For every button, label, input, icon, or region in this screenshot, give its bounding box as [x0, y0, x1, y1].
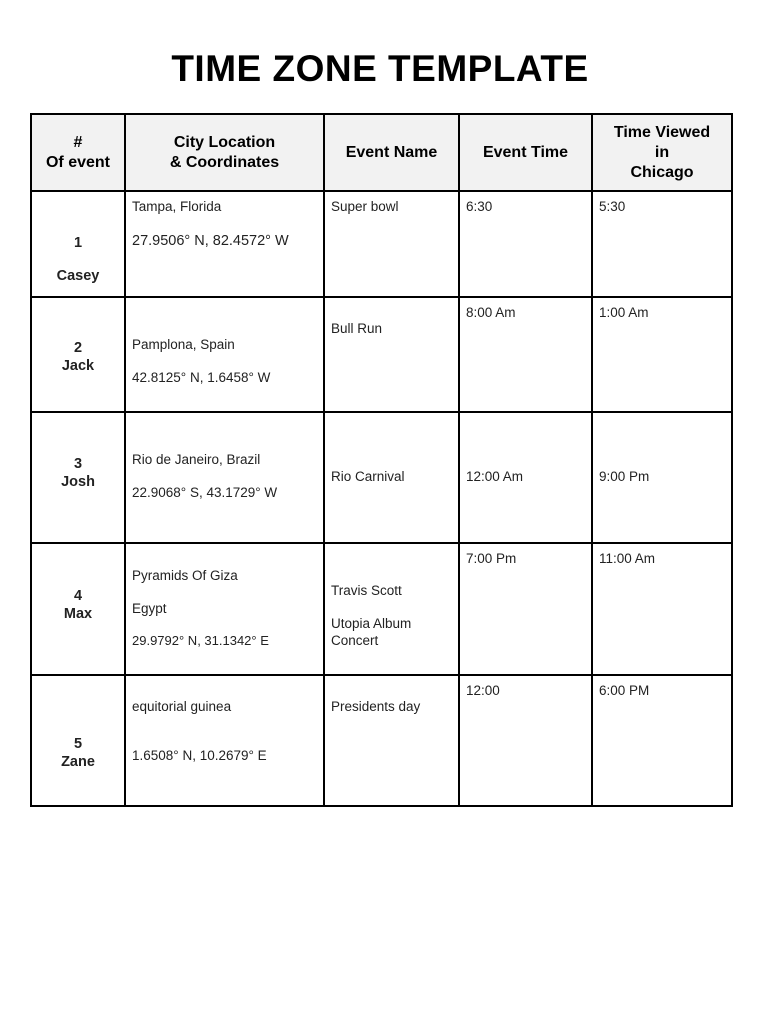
chicago-time: 9:00 Pm: [599, 469, 650, 484]
header-event-name: [324, 114, 459, 191]
table-row: [31, 412, 732, 543]
person-name: Jack: [61, 358, 95, 374]
chicago-time-cell: [592, 297, 732, 412]
event-name-cell: [324, 412, 459, 543]
event-time-cell: [459, 297, 592, 412]
header-text: City Location: [173, 133, 276, 151]
chicago-time: 11:00 Am: [599, 551, 656, 566]
event-number: 4: [73, 588, 83, 604]
coordinates: 27.9506° N, 82.4572° W: [132, 233, 289, 249]
header-text: & Coordinates: [169, 153, 280, 171]
city-name: Tampa, Florida: [132, 199, 222, 214]
event-number-cell: [31, 412, 125, 543]
event-number: 5: [73, 736, 83, 752]
table-row: [31, 297, 732, 412]
city-name: Rio de Janeiro, Brazil: [132, 452, 261, 467]
chicago-time-cell: [592, 191, 732, 297]
event-time: 7:00 Pm: [466, 551, 517, 566]
coordinates: 22.9068° S, 43.1729° W: [132, 485, 278, 500]
event-time-cell: [459, 412, 592, 543]
city-cell: [125, 675, 324, 806]
city-country: Egypt: [132, 601, 167, 616]
event-number-cell: [31, 543, 125, 675]
header-city-location: [125, 114, 324, 191]
event-detail: Concert: [331, 633, 379, 648]
event-name: Bull Run: [331, 321, 383, 336]
header-event-number: [31, 114, 125, 191]
city-name: equitorial guinea: [132, 699, 232, 714]
chicago-time-cell: [592, 412, 732, 543]
event-number-cell: [31, 297, 125, 412]
header-text: #: [73, 133, 83, 151]
event-time: 8:00 Am: [466, 305, 516, 320]
event-time-cell: [459, 543, 592, 675]
event-number: 3: [73, 456, 83, 472]
city-cell: [125, 191, 324, 297]
header-row: [31, 114, 732, 191]
city-cell: [125, 543, 324, 675]
coordinates: 42.8125° N, 1.6458° W: [132, 370, 271, 385]
chicago-time: 1:00 Am: [599, 305, 649, 320]
event-number: 2: [73, 340, 83, 356]
city-name: Pyramids Of Giza: [132, 568, 238, 583]
event-number-cell: [31, 191, 125, 297]
city-name: Pamplona, Spain: [132, 337, 235, 352]
header-event-time: [459, 114, 592, 191]
city-cell: [125, 297, 324, 412]
header-text: Event Time: [482, 143, 569, 161]
table-row: [31, 543, 732, 675]
event-time: 6:30: [466, 199, 493, 214]
coordinates: 1.6508° N, 10.2679° E: [132, 748, 267, 763]
event-name: Travis Scott: [331, 583, 402, 598]
person-name: Casey: [56, 268, 100, 284]
coordinates: 29.9792° N, 31.1342° E: [132, 633, 269, 648]
event-name: Rio Carnival: [331, 469, 405, 484]
time-zone-table: [30, 113, 733, 807]
person-name: Zane: [61, 754, 95, 770]
event-number-cell: [31, 675, 125, 806]
city-cell: [125, 412, 324, 543]
header-text: Chicago: [630, 163, 694, 181]
event-name-cell: [324, 543, 459, 675]
event-time: 12:00 Am: [466, 469, 524, 484]
chicago-time-cell: [592, 675, 732, 806]
event-name: Presidents day: [331, 699, 421, 714]
event-number: 1: [73, 235, 83, 251]
event-name-cell: [324, 191, 459, 297]
chicago-time: 5:30: [599, 199, 626, 214]
header-text: in: [654, 143, 670, 161]
chicago-time: 6:00 PM: [599, 683, 650, 698]
event-time-cell: [459, 675, 592, 806]
event-time: 12:00: [466, 683, 500, 698]
event-name-cell: [324, 675, 459, 806]
table-row: [31, 675, 732, 806]
header-text: Of event: [45, 153, 110, 171]
header-text: Time Viewed: [613, 123, 711, 141]
event-detail: Utopia Album: [331, 616, 412, 631]
chicago-time-cell: [592, 543, 732, 675]
event-name: Super bowl: [331, 199, 399, 214]
event-name-cell: [324, 297, 459, 412]
table-row: [31, 191, 732, 297]
event-time-cell: [459, 191, 592, 297]
person-name: Max: [63, 606, 93, 622]
person-name: Josh: [61, 474, 95, 490]
header-text: Event Name: [345, 143, 438, 161]
header-time-chicago: [592, 114, 732, 191]
page-title: TIME ZONE TEMPLATE: [171, 48, 589, 89]
